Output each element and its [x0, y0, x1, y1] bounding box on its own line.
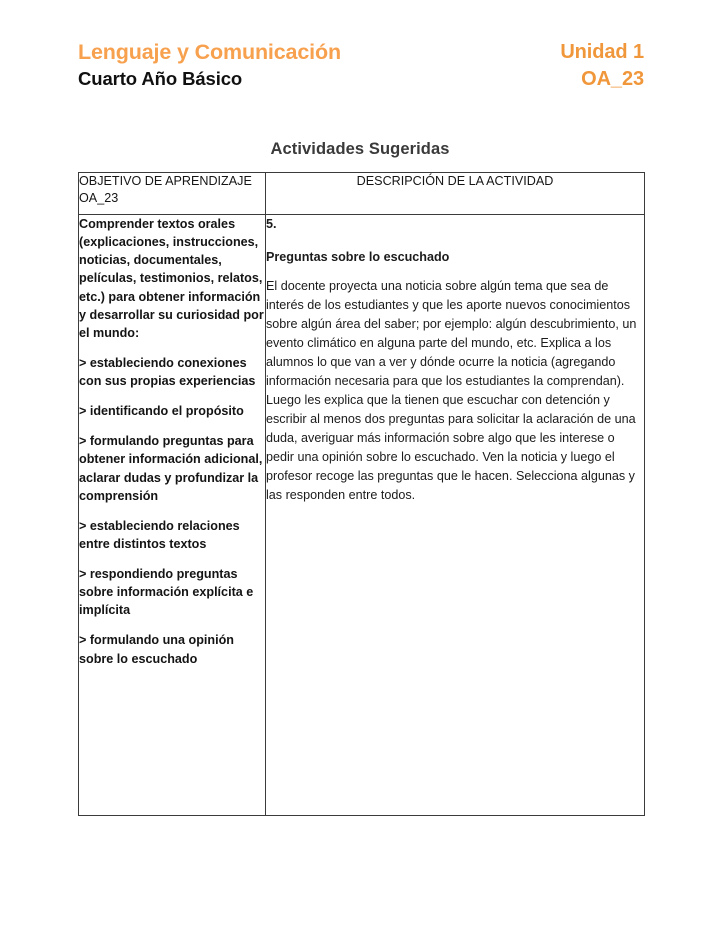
objective-bullet-3: > formulando preguntas para obtener información adicional, aclarar dudas y profundizar la comprensión — [79, 434, 263, 503]
oa-code-label: OA_23 — [581, 68, 644, 91]
table-header-row — [79, 173, 645, 215]
header-right-group — [560, 40, 644, 91]
section-title: Actividades Sugeridas — [270, 140, 450, 158]
activity-subtitle: Preguntas sobre lo escuchado — [266, 249, 450, 264]
activity-table — [78, 172, 645, 816]
activity-number: 5. — [266, 217, 277, 231]
column-header-objective: OBJETIVO DE APRENDIZAJE OA_23 — [79, 173, 266, 215]
objective-bullet-5: > respondiendo preguntas sobre información explícita e implícita — [79, 567, 254, 618]
objective-bullet-2: > identificando el propósito — [79, 404, 244, 419]
description-cell — [266, 215, 645, 816]
table-row — [79, 215, 645, 816]
objective-intro: Comprender textos orales (explicaciones, instrucciones, noticias, documentales, películas, testimonios, relatos, etc.) para obtener información y desarrollar su curiosidad por el mundo: — [79, 217, 264, 340]
activity-body: El docente proyecta una noticia sobre algún tema que sea de interés de los estudiantes y que les aporte nuevos conocimientos sobre algún área del saber; por ejemplo: algún descubrimiento, un evento climático en alguna parte del mundo, etc. Explica a los alumnos lo que van a ver y dónde ocurre la noticia (agregando información necesaria para que los estudiantes la comprendan). Luego les explica que la tienen que escuchar con detención y escribir al menos dos preguntas para solicitar la aclaración de una duda, averiguar más información sobre algo que les interese o pedir una opinión sobre lo escuchado. Ven la noticia y luego el profesor recoge las preguntas que le hacen. Selecciona algunas y las responden entre todos. — [266, 278, 637, 502]
objective-bullet-6: > formulando una opinión sobre lo escuchado — [79, 633, 234, 666]
document-header — [78, 40, 644, 91]
subject-title: Lenguaje y Comunicación — [78, 40, 341, 64]
objective-bullet-4: > estableciendo relaciones entre distintos textos — [79, 518, 240, 551]
header-left-group — [78, 40, 341, 89]
objective-cell — [79, 215, 266, 816]
grade-title: Cuarto Año Básico — [78, 67, 243, 89]
objective-bullet-1: > estableciendo conexiones con sus propias experiencias — [79, 355, 256, 388]
unit-label: Unidad 1 — [560, 41, 644, 63]
column-header-description: DESCRIPCIÓN DE LA ACTIVIDAD — [266, 173, 645, 215]
